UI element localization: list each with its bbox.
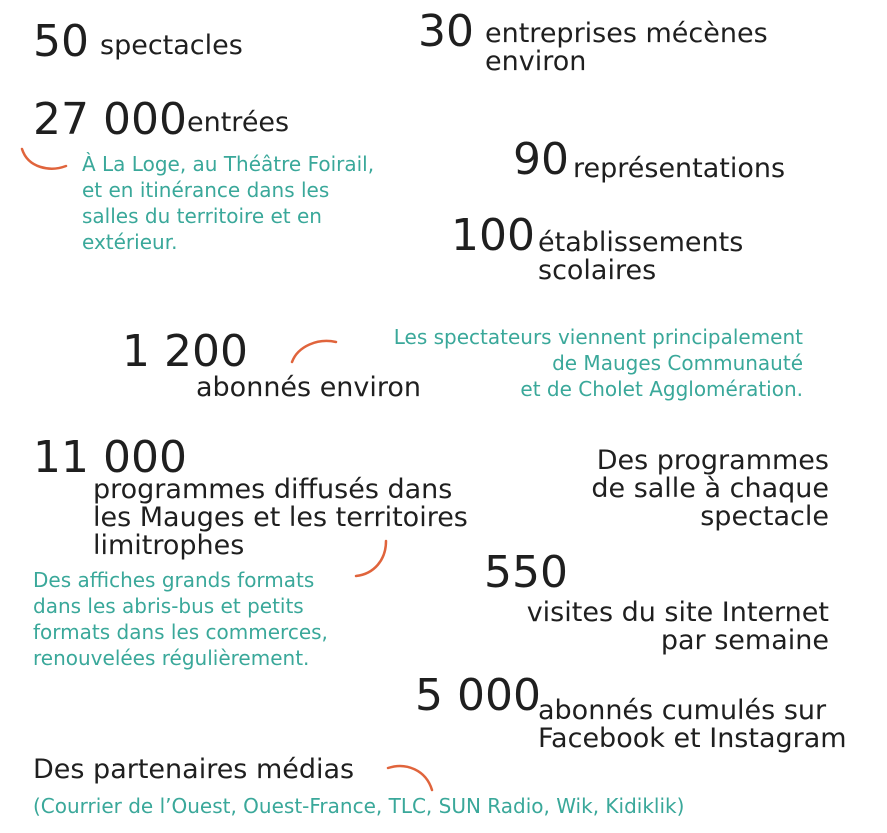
programmes-label-line: les Mauges et les territoires (93, 502, 468, 533)
programmes-salle-line: Des programmes (596, 445, 829, 476)
visites-number: 550 (484, 547, 568, 598)
visites-label-line: visites du site Internet (526, 597, 829, 628)
abonnes-connector-curve (288, 336, 340, 366)
programmes-salle-line: spectacle (700, 501, 829, 532)
programmes-note-line: dans les abris-bus et petits (33, 594, 304, 618)
representations-number: 90 (513, 134, 569, 185)
programmes-note (33, 567, 328, 671)
programmes-label-line: limitrophes (93, 530, 245, 561)
etablissements-number: 100 (451, 210, 535, 261)
programmes-label (93, 476, 468, 560)
medias-label: Des partenaires médias (33, 754, 355, 785)
entreprises-number: 30 (418, 6, 474, 57)
medias-note: (Courrier de l’Ouest, Ouest-France, TLC, SUN Radio, Wik, Kidiklik) (33, 794, 685, 818)
entrees-number: 27 000 (33, 94, 187, 145)
abonnes-label: abonnés environ (196, 372, 422, 403)
entrees-note-line: À La Loge, au Théâtre Foirail, (82, 152, 375, 176)
abonnes-note-line: Les spectateurs viennent principalement (393, 325, 803, 349)
reseaux-label-line: abonnés cumulés sur (538, 695, 827, 726)
entrees-note (82, 151, 374, 255)
etablissements-label-line2: scolaires (538, 255, 657, 286)
reseaux-number: 5 000 (415, 670, 541, 721)
entrees-note-line: extérieur. (82, 230, 178, 254)
entrees-connector-curve (20, 146, 70, 176)
entrees-note-line: salles du territoire et en (82, 204, 322, 228)
spectacles-label: spectacles (100, 30, 243, 61)
programmes-label-line: programmes diffusés dans (93, 474, 453, 505)
programmes-note-line: renouvelées régulièrement. (33, 646, 310, 670)
medias-connector-curve (386, 760, 438, 794)
abonnes-note (394, 324, 803, 402)
reseaux-label-line: Facebook et Instagram (538, 723, 847, 754)
programmes-connector-curve (352, 538, 392, 580)
entreprises-label-line2: environ (485, 46, 587, 77)
reseaux-label (538, 697, 847, 753)
visites-label (527, 599, 829, 655)
abonnes-number: 1 200 (122, 326, 248, 377)
programmes-note-line: formats dans les commerces, (33, 620, 328, 644)
spectacles-number: 50 (33, 16, 89, 67)
representations-label: représentations (573, 153, 786, 184)
entrees-label: entrées (187, 107, 290, 138)
abonnes-note-line: et de Cholet Agglomération. (520, 377, 803, 401)
programmes-salle-line: de salle à chaque (591, 473, 829, 504)
visites-label-line: par semaine (660, 625, 829, 656)
programmes-note-line: Des affiches grands formats (33, 568, 315, 592)
entreprises-label-line1: entreprises mécènes (485, 18, 768, 49)
abonnes-note-line: de Mauges Communauté (552, 351, 803, 375)
programmes-salle-label (591, 447, 829, 531)
etablissements-label-line1: établissements (538, 227, 744, 258)
programmes-number: 11 000 (33, 432, 187, 483)
entrees-note-line: et en itinérance dans les (82, 178, 330, 202)
